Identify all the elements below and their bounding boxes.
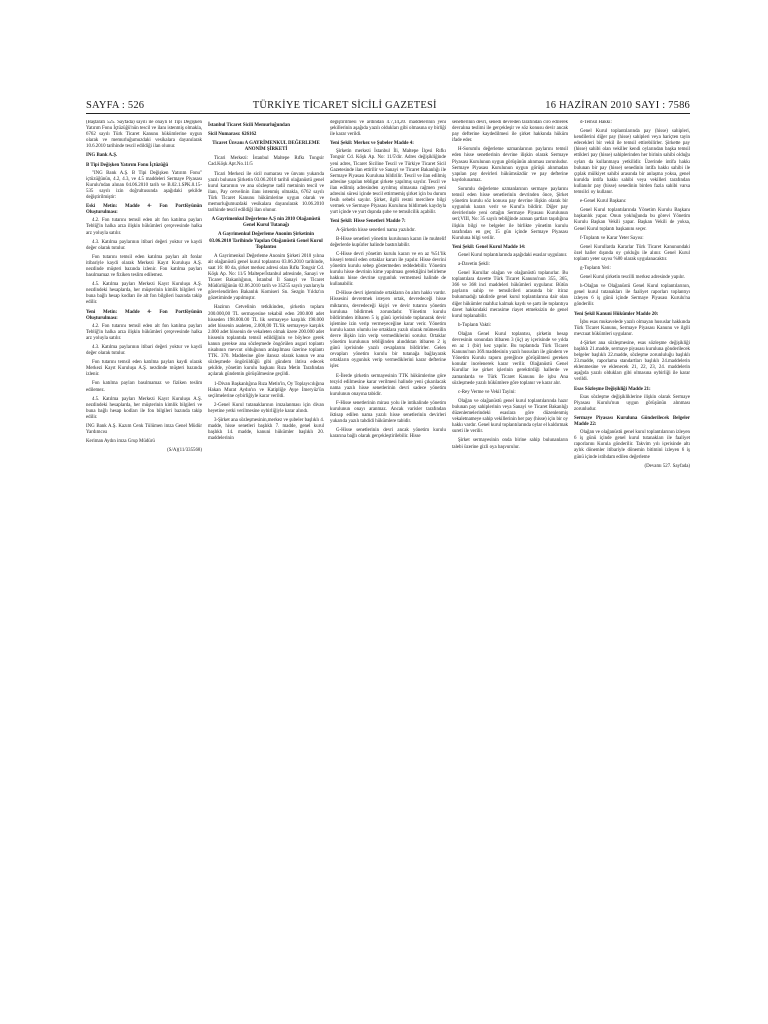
- section-heading: Sicil Numarası: 626162: [208, 132, 257, 138]
- paragraph: Genel Kurul toplantılarında pay (hisse) sahipleri, kendilerini diğer pay (hisse) sahipleri veya hariçten tayin edecekleri bir vekil ile temsil ettirebilirler. Şirkette pay (hisse) sahibi olan vekiller kendi oylarından başka temsil ettikleri pay (hisse) sahiplerinden her birinin sahibi olduğu oyları da kullanmaya yetkilidir. Üzerinde intifa hakkı bulunan bir pay (hisse) senedinin intifa hakkı sahibi ile çıplak mülkiyet sahibi arasında bir anlaşma yoksa, genel kurulda intifa hakkı sahibi veya vekilleri tarafından kullanılır pay (hisse) senedinin birden fazla sahibi varsa temsilci oy kullanır.: [574, 129, 690, 196]
- paragraph: 4.2. Fon tutarını temsil eden alt fon katılma payları Tebliğ'in halka arza ilişkin hükümleri çerçevesinde halka arz yoluyla satılır.: [86, 323, 202, 341]
- paragraph: Fon katılma payları basılmamaz ve fiziken teslim edilemez.: [86, 381, 202, 393]
- paragraph: g-Toplantı Yeri:: [580, 265, 611, 271]
- paragraph: Ticari Merkezi: İstanbul Maltepe Rıfkı Tongsir Cad.Köşk Apt.No.11/5: [208, 156, 324, 168]
- column-4: [452, 120, 568, 1008]
- paragraph: 3-Şirket ana sözleşmesinin,merkez ve şubeler başlıklı 4. madde, hisse senetleri başlıklı 7. madde, genel kurul başlıklı 14. madde, kanuni hükümler başlıklı 20. maddelerinin: [208, 418, 324, 442]
- section-heading: Yeni Şekil: Genel Kurul Madde 14:: [452, 244, 526, 250]
- paragraph: İşbu esas mukavelede yazılı olmayan hususlar hakkında Türk Ticaret Kanunu, Sermaye Piyasası Kanunu ve ilgili mevzuat hükümleri uygulanır.: [574, 319, 690, 337]
- paragraph: Keriman Aydın imza Grup Müdürü: [86, 439, 155, 445]
- section-heading: Yeni Şekil: Merkez ve Şubeler Madde 4:: [330, 141, 414, 147]
- paragraph: f-Toplantı ve Karar Yeter Sayısı:: [580, 235, 644, 241]
- section-heading: Yeni Şekil: Hisse Senetleri Madde 7:: [330, 219, 406, 225]
- paragraph: Olağan ve olağanüstü genel kurul toplantılarında hazır bulunan pay sahiplerinin veya Sanayi ve Ticaret Bakanlığı düzenlemelerindeki esaslara göre düzenlenmiş vekaletnameye sahip vekillerinin her pay (hisse) için bir oy hakkı vardır. Genel kurul toplantılarında oylar el kaldırmak sureti ile verilir.: [452, 398, 568, 435]
- paragraph: Hazirun Cetvelinin tetkikinden, şirketin toplam 200.000,00 TL sermayesine tekabül eden 200.000 adet hisseden 198.000.00 TL lik sermayeye karşılık 198.000 adet hissenin asaleten, 2.000,00 TL'lik sermayeye karşılık 2.000 adet hissenin de vekaleten olmak üzere 200.000 adet hissenin toplantıda temsil edildiğinin ve böylece gerek kanun gerekse ana sözleşmede öngörülen asgari toplantı nisabının mevcut olduğunun anlaşılması üzerine toplantı TTK. 370. Maddesine göre ilansız olarak kanun ve ana sözleşmede öngörüldüğü gibi gündem ihtiva edecek şekilde, yönetim kurulu başkanı Rıza Metin Tarafından açılarak gündemin görüşülmesine geçildi.: [208, 305, 324, 378]
- column-2: [208, 120, 324, 1008]
- paragraph: "ING Bank A.Ş. B Tipi Değişken Yatırım Fonu" içtüzüğünün, 4.2, 4.3, ve 4.5 maddeleri Sermaye Piyasası Kurulu'ndan alınan 04.06.2010 tarih ve B.02.1.SPK.0.15-535 sayılı izin doğrultusunda aşağıdaki şekilde değiştirilmiştir:: [86, 170, 202, 201]
- paragraph: C-Hisse devri yönetim kurulu kararı ve en az %51'lik hisseyi temsil eden ortaklar kararı ile yapılır. Hisse devrini yönetim kurulu sebep göstermeden reddedebilir. Yönetim kurulu hisse devrinin kime yapılması gerektiğini belirleme hakkını hisse devrine uygunluk vermemesi halinde de kullanabilir.: [330, 251, 446, 288]
- paragraph: 4.2. Fon tutarını temsil eden alt fon katılma payları Tebliğ'in halka arza ilişkin hükümleri çerçevesinde halka arz yoluyla satılır.: [86, 218, 202, 236]
- section-heading: A Gayrimenkul Değerleme A.Ş nin 2010 Olağanüstü Genel Kurul Tutanağı: [211, 217, 321, 229]
- paragraph: E-İlerde şirketin sermayesinin TTK hükümlerine göre tezyid edilmesine karar verilmesi halinde yeni çıkarılacak nama yazılı hisse senetlerinin devri sadece yönetim kurulunun onayına tabidir.: [330, 373, 446, 397]
- paragraph: 1-Divan Başkanlığına Rıza Metin'in, Oy Toplayıcılığına Hakan Murat Aydın'ın ve Katipliğe Ayşe İmeryüz'ün seçilmelerine oybirliğiyle karar verildi.: [208, 381, 324, 399]
- section-heading: İstanbul Ticaret Sicili Memurluğundan: [208, 123, 290, 128]
- section-heading: Sermaye Piyasası Kuruluna Gönderilecek Belgeler Madde 22:: [574, 415, 690, 428]
- paragraph: e-Genel Kurul Başkanı:: [580, 199, 627, 205]
- paragraph: senetlerinin devri, senedi devreden tarafından ciro edilerek devralına teslimi ile gerçekleşir ve söz konusu devir ancak pay defterine kaydedilmesi ile şirket hakkında hüküm ifade eder.: [452, 120, 568, 144]
- paragraph: a-Davetin Şekli:: [458, 261, 490, 267]
- paragraph: Şirketin merkezi İstanbul İli, Maltepe İlçesi Rıfkı Tongsir Cd. Köşk Ap. No: 11/5'dir. Adres değişikliğinde yeni adres, Ticaret Siciline Tescil ve Türkiye Ticaret Sicil Gazetesinde ilan ettirilir ve Sanayi ve Ticaret Bakanlığı ile Sermaye Piyasası Kuruluna bildirilir. Tescil ve ilan edilmiş adresine yapılan tebligat şirkete yapılmış sayılır. Tescil ve ilan edilmiş adresinden ayrılmış olmasına rağmen yeni adresini süresi içinde tescil ettirmemiş şirket için bu durum fesih sebebi sayılır. Şirket, ilgili resmi mercilere bilgi vermek ve Sermaye Piyasası Kurulunu bildirmek kaydıyla yurt içinde ve yurt dışında şube ve temsilcilik açabilir.: [330, 149, 446, 216]
- paragraph: Olağan Genel Kurul toplantısı, şirketin hesap devresinin sonundan itibaren 3 (üç) ay içerisinde ve yılda en az 1 (bir) kez yapılır. Bu toplantıda Türk Ticaret Kanunu'nun 369.maddesinin yazılı hususları ile gündem ve Yönetim Kurulu raporu gereğince görüşülmesi gereken konular incelenerek karar verilir. Olağanüstü Genel Kurullar ise şirket işlerinin gerektirdiği hallerde ve zamanlarda ve Türk Ticaret Kanunu ile işbu Ana sözleşmede yazılı hükümlere göre toplanır ve karar alır.: [452, 331, 568, 386]
- paragraph: Genel Kurullarda Kararlar Türk Ticaret Kanunundaki özel haller dışında oy çokluğu ile alınır. Genel Kurul toplantı yeter sayısı %80 olarak uygulanacaktır.: [574, 244, 690, 262]
- paragraph: c-Rey Verme ve Vekil Tayini:: [458, 389, 516, 395]
- paragraph: d-Temsil Hakkı:: [580, 120, 612, 125]
- text-columns: [86, 120, 690, 1008]
- paragraph: (Baştarafı 525. Sayfada) sayılı ile onaylı B Tipi Değişken Yatırım Fonu İçtüzüğü'nün tescil ve ilanı istenmiş olmakla, 6762 sayılı Türk Ticaret Kanunu hükümlerine uygun olarak ve memurluğumuzdaki vesikalara dayanılarak 10.6.2010 tarihinde tescil edildiği ilan olunur.: [86, 120, 202, 150]
- paragraph: Şirket sermayesinin onda birine sahip bulunanların talebi üzerine gizli oya başvurulur.: [452, 438, 568, 450]
- paragraph: 4.3. Katılma paylarının itibari değeri yoktur ve kaydi değer olarak tutulur.: [86, 345, 202, 357]
- column-1: [86, 120, 202, 1008]
- issue-date: 16 HAZİRAN 2010 SAYI : 7586: [545, 100, 690, 111]
- paragraph: Genel Kurullar olağan ve olağanüstü toplanırlar. Bu toplantılara davette Türk Ticaret Kanunu'nun 355, 365, 366 ve 368 inci maddeleri hükümleri uygulanır. Bütün payların sahip ve temsilcileri arasında bir itiraz bulunmadığı takdirde genel kurul toplantılarına dair olan diğer hükümler mahfuz kalmak kaydı ve şartı ile toplantıya davet hakkındaki merasime riayet etmeksizin de genel kurul toplanabilir.: [452, 271, 568, 319]
- section-heading: Yeni Şekil Kanuni Hükümler Madde 20:: [574, 311, 659, 317]
- paragraph: Ticari Merkezi ile sicil numarası ve ünvanı yukarıda yazılı bulunan Şirketin 03.06.2010 tarihli olağanüstü genel kurul kararının ve ana sözleşme tadil metninin tescil ve ilanı, Pay cetvelinin ilanı istenmiş olmakla, 6762 sayılı Türk Ticaret Kanunu hükümlerine uygun olarak ve memurluğumuzdaki vesikalara dayanılarak 10.06.2010 tarihinde tescil edildiği ilan olunur.: [208, 171, 324, 214]
- section-heading: Yeni Metin: Madde 4- Fon Portföyünün Oluşturulması:: [86, 309, 202, 321]
- paragraph: değiştirilmesi ve ardından 4.7,14,20. maddelerinin yeni şekillerinin aşağıda yazılı oldukları gibi olmasına oy birliği ile karar verildi.: [330, 120, 446, 138]
- paragraph: F-Hisse senetlerinin mirası yolu ile intikalinde yönetim kurulunun onayı aranmaz. Ancak varisler tarafından iktisap edilen nama yazılı hisse senetlerinin devirleri yukarıda yazılı tahdidi hükümlere tabidir.: [330, 400, 446, 425]
- column-3: [330, 120, 446, 1008]
- section-heading: A Gayrimenkul Değerleme Anonim Şirketinin 03.06.2010 Tarihinde Yapılan Olağanüstü Genel Kurul Toplantısı: [209, 232, 323, 250]
- paragraph: Genel Kurul toplantılarında Yönetim Kurulu Başkanı başkanlık yapar. Onun yokluğunda bu görevi Yönetim Kurulu Başkan Vekili yapar. Başkan Vekili de yoksa, Genel Kurul toplantı başkanını seçer.: [574, 208, 690, 232]
- paragraph: ING Bank A.Ş. Kazım Cenk Tülümen imza Genel Müdür Yardımcısı: [86, 424, 202, 436]
- paragraph: Olağan ve olağanüstü genel kurul toplantılarının izleyen 6 iş günü içinde genel kurul tutanakları ile faaliyet raporlarını Kurula gönderilir. Takvim yılı içerisinde altı aylık dönemler itibariyle dönemin bitimini izleyen 6 iş günü içinde istihdam edilen değerleme: [574, 430, 690, 460]
- paragraph: (S/A)(11/335568): [167, 448, 202, 454]
- paragraph: B-Hisse senetleri yönetim kurulunun kararı ile muhtelif değerlerde kupürler halinde bastırılabilir.: [330, 236, 446, 248]
- section-heading: Esas Sözleşme Değişikliği Madde 21:: [574, 386, 651, 392]
- paragraph: A-Şirketin hisse senetleri nama yazılıdır.: [336, 227, 416, 233]
- paragraph: 4.5. Katılma payları Merkezi Kayıt Kuruluşu A.Ş. nezdindeki hesaplarda, her müşterinin kimlik bilgileri ve buna bağlı hesap kodları ile alt fon bilgileri bazında takip edilir.: [86, 282, 202, 306]
- paragraph: (Devamı 527. Sayfada): [644, 463, 690, 469]
- column-5: [574, 120, 690, 1008]
- paragraph: D-Hisse devri işleminde ortakların ön alım hakkı vardır. Hissesini devretmek isteyen ortak, devredeceği hisse miktarını, devredeceği kişiyi ve devir tutarını yönetim kuruluna bildirmek zorundadır. Yönetim kurulu bildirimden itibaren 5 iş günü içerisinde toplanarak devir işlemine izin verip vermeyeceğine karar verir. Yönetim kurulu kararı olumlu ise ortaklara yazılı olarak mümessilin devre ilişkin izin verip vermediklerini sorulur. Ortaklar yönetim kurulunun tebliğinden alındıktan itibaren 2 iş günü içerisinde yazılı cevaplarını bildirirler. Gelen cevapları yönetim kurulu bir tutanağa bağlayarak ortakların oygunluk verip vermediklerini karar defterine işler.: [330, 291, 446, 370]
- paragraph: b-Toplantı Vakti:: [458, 322, 492, 328]
- section-heading: B Tipi Değişken Yatırım Fonu İçtüzüğü: [86, 162, 169, 168]
- gazette-title: TÜRKİYE TİCARET SİCİLİ GAZETESİ: [252, 100, 437, 111]
- paragraph: H-Sorumlu değerleme uzmanlarının paylarını temsil eden hisse senetlerinin devrine ilişkin olarak Sermaye Piyasası Kurulunun uygun görüşünün alınması zorunludur. Sermaye Piyasası Kurulunun uygun görüşü alınmadan yapılan pay devirleri hükümsüzdür ve pay defterine kaydolunamaz.: [452, 147, 568, 183]
- page-header: [86, 100, 690, 114]
- paragraph: 2-Genel Kurul tutanaklarının imzalanması için divan heyetine yetki verilmesine oybirliğiyle karar alındı.: [208, 402, 324, 414]
- paragraph: Fon tutarını temsil eden katılma payları kaydi olarak Merkezi Kayıt Kuruluşu A.Ş. nezdinde müşteri bazında izlenir.: [86, 360, 202, 378]
- paragraph: Genel Kurul şirketin tescilli merkez adresinde yapılır.: [580, 275, 685, 281]
- paragraph: Fon tutarını temsil eden katılma payları alt fonlar itibariyle kaydi olarak Merkezi Kayıt Kuruluşu A.Ş. nezdinde müşteri bazında izlenir. Fon katılma payları basılmamaz ve fiziken teslim edilemez.: [86, 254, 202, 279]
- paragraph: 4.3. Katılma paylarının itibari değeri yoktur ve kaydi değer olarak tutulur.: [86, 239, 202, 251]
- paragraph: Genel Kurul toplantılarında aşağıdaki esaslar uygulanır.: [458, 252, 568, 258]
- paragraph: h-Olağan ve Olağanüstü Genel Kurul toplantılarının, genel kurul tutanakları ile faaliyet raporları toplantıyı izleyen 6 iş günü içinde Sermaye Piyasası Kurulu'na gönderilir.: [574, 284, 690, 308]
- paragraph: A Gayrimenkul Değerleme Anonim Şirketi 2010 yılına ait olağanüstü genel kurul toplantısı 03.06.2010 tarihinde, saat 16: 00 da, şirket merkez adresi olan Rıfkı Tongsir Cd. Köşk Ap. No: 11/5 Maltepe/İstanbul adresinde, Sanayi ve Ticaret Bakanlığının, İstanbul İl Sanayi ve Ticaret Müdürlüğünün 02.06.2010 tarih ve 35255 sayılı yazılarıyla görevlendirilen Bakanlık Komiseri Sn. Sezgin Yıldız'ın gözetiminde yapılmıştır.: [208, 253, 324, 302]
- section-heading: Ticaret Ünvanı A GAYRİMENKUL DEĞERLEME ANONİM ŞİRKETİ: [212, 141, 320, 153]
- page-number: SAYFA : 526: [86, 100, 145, 111]
- paragraph: 4.5. Katılma payları Merkezi Kayıt Kuruluşu A.Ş. nezdindeki hesaplarda, her müşterinin kimlik bilgileri ve buna bağlı hesap kodları ile fon bilgileri bazında takip edilir.: [86, 396, 202, 420]
- paragraph: 4-Şirket ana sözleşmesine, esas sözleşme değişikliği başlıklı 21.madde, sermaye piyasası kuruluna gönderilecek belgeler başlıklı 22.madde, sözleşme zorunluluğu başlıklı 23.madde, raporlama standartları başlıklı 24.maddelerin eklenmesine ve eklenecek 21, 22, 23, 24. maddelerin aşağıda yazılı oldukları gibi olmasına oybirliği ile karar verildi.: [574, 340, 690, 383]
- section-heading: ING Bank A.Ş.: [86, 153, 118, 159]
- section-heading: Eski Metin: Madde 4- Fon Portföyünün Oluşturulması:: [86, 204, 202, 216]
- paragraph: G-Hisse senetlerinin devri ancak yönetim kurulu kararına bağlı olarak gerçekleştirilebilir. Hisse: [330, 428, 446, 440]
- paragraph: Esas sözleşme değişikliklerine ilişkin olarak Sermaye Piyasası Kurulu'nun uygun görüşünün alınması zorunludur.: [574, 394, 690, 412]
- paragraph: Sorumlu değerleme uzmanlarının sermaye paylarını temsil eden hisse senetlerinin devrinden önce, Şirket yönetim kurulu söz konusu pay devrine ilişkin olarak bir uygunluk kararı verir ve Kurul'a bildirir. Diğer pay devirlerinde yeni ortağın Sermaye Piyasası Kurulunun seri;VIII, No: 35 sayılı tebliğinde aranan şartları taşıdığına ilişkin bilgi ve belgeler ile birlikte yönetim kurulu tarafından en geç 15 gün içinde Sermaye Piyasası Kuruluna bilgi verilir.: [452, 186, 568, 241]
